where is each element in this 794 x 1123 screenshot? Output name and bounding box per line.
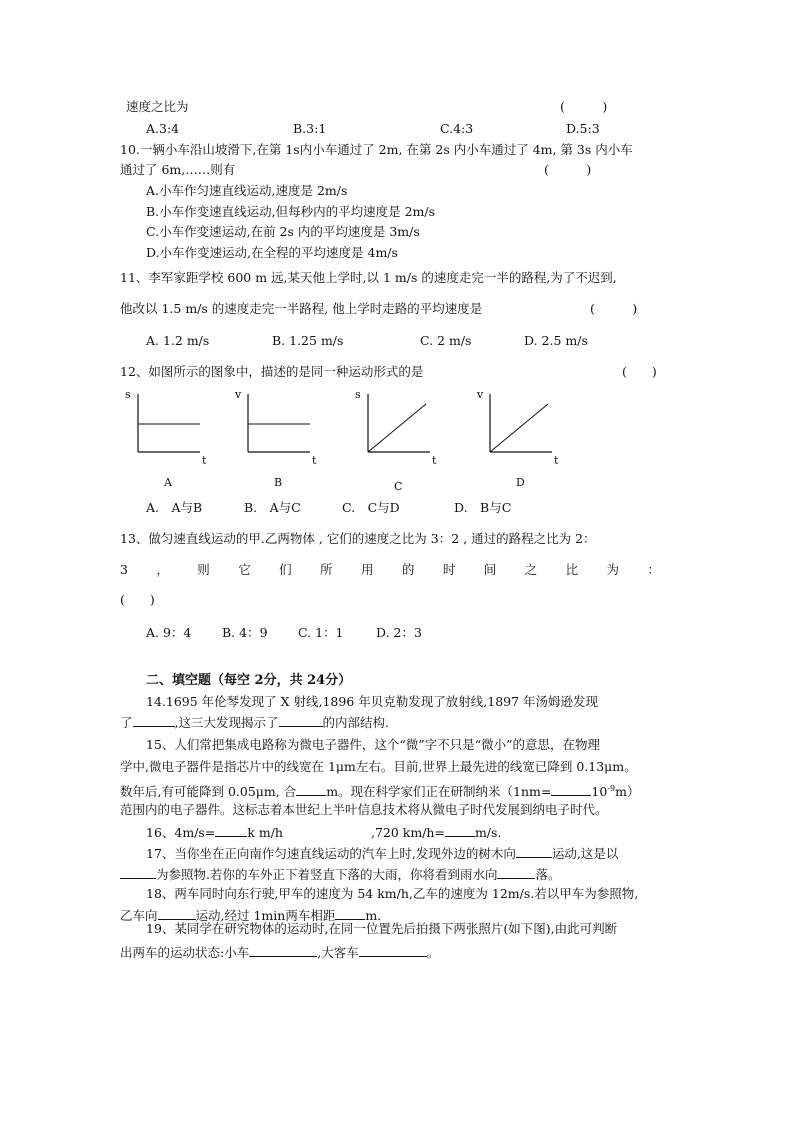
- q13-line2-char: 则: [197, 562, 210, 577]
- q13-line2-char: 它: [238, 562, 251, 577]
- q18-blank-1[interactable]: [158, 907, 196, 920]
- q9-option-a: A.3:4: [146, 121, 180, 136]
- q16-text-c: ,720 km/h=: [370, 825, 445, 840]
- graph-line-rising: [368, 404, 426, 452]
- q13-option-a: A. 9：4: [146, 625, 192, 640]
- q17-blank-3[interactable]: [497, 866, 535, 879]
- q13-line2-char: 们: [279, 562, 292, 577]
- q13-option-c: C. 1：1: [298, 625, 344, 640]
- q11-option-d: D. 2.5 m/s: [524, 333, 588, 348]
- q14-text-a: 了: [120, 715, 133, 730]
- q17-blank-1[interactable]: [516, 845, 552, 858]
- graph-c: [355, 388, 437, 493]
- q15-text-b: m。现在科学家们正在研制纳米（1nm=: [326, 784, 552, 800]
- q15-blank-1[interactable]: [296, 783, 326, 796]
- x-axis-label: t: [202, 454, 207, 467]
- q12-option-a: A. A与B: [146, 500, 203, 515]
- graph-d: [476, 388, 559, 489]
- q18-text-a: 乙车向: [120, 908, 158, 923]
- q17-text-b: 运动,这是以: [551, 846, 619, 861]
- q19-line1: 19、某同学在研究物体的运动时,在同一位置先后拍摄下两张照片(如下图),由此可判断: [146, 921, 618, 936]
- q14-text-b: ,这三大发现揭示了: [174, 715, 279, 730]
- q17-text-c: 为参照物.若你的车外正下着竖直下落的大雨，你将看到雨水向: [156, 867, 498, 882]
- q13-option-b: B. 4：9: [222, 625, 268, 640]
- q16-text-d: m/s.: [474, 825, 502, 840]
- q10-answer-paren: ( ): [544, 162, 592, 177]
- y-axis-label: s: [355, 388, 361, 401]
- q14-blank-2[interactable]: [279, 714, 323, 727]
- q15-line1: 15、人们常把集成电路称为微电子器件，这个“微”字不只是“微小”的意思，在物理: [146, 737, 600, 752]
- q15-exponent: -9: [607, 784, 616, 793]
- q12-stem: 12、如图所示的图象中，描述的是同一种运动形式的是: [120, 364, 424, 379]
- q16-text-b: k m/h: [247, 825, 283, 840]
- q15-line2: 学中,微电子器件是指芯片中的线宽在 1μm左右。目前,世界上最先进的线宽已降到 0.13μm。: [120, 759, 637, 774]
- q19-line2: [120, 944, 439, 961]
- q13-line2-char: ，: [156, 562, 169, 577]
- graph-caption: D: [516, 476, 525, 489]
- graph-a: [125, 388, 207, 489]
- q13-line2-char: 用: [360, 562, 374, 577]
- x-axis-label: t: [554, 454, 559, 467]
- y-axis-label: v: [477, 388, 484, 401]
- graph-b: [234, 388, 317, 489]
- q15-blank-2[interactable]: [551, 783, 591, 796]
- q11-option-c: C. 2 m/s: [420, 333, 472, 348]
- q16-line: [146, 824, 501, 841]
- q18-text-c: m.: [365, 908, 382, 923]
- q18-blank-2[interactable]: [335, 907, 365, 920]
- q13-answer-paren: ( ): [120, 592, 155, 607]
- q15-line4: 范围内的电子器件。这标志着本世纪上半叶信息技术将从微电子时代发展到纳电子时代。: [120, 802, 608, 817]
- q16-blank-2[interactable]: [445, 824, 475, 837]
- q10-stem-line1: 10.一辆小车沿山坡滑下,在第 1s内小车通过了 2m, 在第 2s 内小车通过了 4m, 第 3s 内小车: [120, 142, 633, 157]
- q9-option-d: D.5:3: [566, 121, 600, 136]
- y-axis-label: s: [125, 388, 131, 401]
- graph-line-rising: [490, 404, 548, 452]
- q19-blank-2[interactable]: [359, 944, 427, 957]
- q12-option-c: C. C与D: [342, 500, 400, 515]
- q11-answer-paren: ( ): [590, 301, 638, 316]
- q13-line2-char: 之: [524, 562, 538, 577]
- q14-blank-1[interactable]: [133, 714, 175, 727]
- q13-line2-char: 时: [442, 562, 456, 577]
- q13-line2-char: 3: [120, 562, 128, 577]
- q17-text-a: 17、当你坐在正向南作匀速直线运动的汽车上时,发现外边的树木向: [146, 846, 516, 861]
- q11-stem-line1: 11、李军家距学校 600 m 远,某天他上学时,以 1 m/s 的速度走完一半的路程,为了不迟到,: [120, 270, 617, 285]
- q9-answer-paren: ( ): [560, 99, 608, 114]
- q13-stem-line2: [120, 562, 660, 578]
- q12-answer-paren: ( ): [622, 364, 657, 379]
- graph-caption: C: [394, 480, 403, 493]
- q12-option-d: D. B与C: [454, 500, 512, 515]
- q11-stem-line2: 他改以 1.5 m/s 的速度走完一半路程, 他上学时走路的平均速度是: [120, 301, 483, 316]
- q13-line2-char: 比: [565, 562, 579, 577]
- q17-text-d: 落。: [535, 867, 561, 882]
- q14-line2: [120, 714, 389, 731]
- q17-line2: [120, 866, 561, 883]
- q18-text-b: 运动,经过 1min两车相距: [195, 908, 336, 923]
- q13-line2-char: 所: [320, 562, 333, 577]
- q14-line1: 14.1695 年伦琴发现了 X 射线,1896 年贝克勒发现了放射线,1897 年汤姆逊发现: [146, 694, 599, 709]
- q12-motion-graphs: [120, 384, 580, 494]
- q19-blank-1[interactable]: [249, 944, 317, 957]
- q13-line2-char: 的: [401, 562, 415, 577]
- x-axis-label: t: [432, 454, 437, 467]
- q15-line3: [120, 781, 639, 800]
- q10-option-c: C.小车作变速运动,在前 2s 内的平均速度是 3m/s: [146, 224, 420, 239]
- q17-blank-2[interactable]: [120, 866, 156, 879]
- graph-caption: B: [274, 476, 283, 489]
- q13-option-d: D. 2：3: [376, 625, 422, 640]
- q11-option-b: B. 1.25 m/s: [272, 333, 344, 348]
- q19-text-b: ,大客车: [317, 945, 359, 960]
- x-axis-label: t: [312, 454, 317, 467]
- q19-text-a: 出两车的运动状态:小车: [120, 945, 250, 960]
- q10-option-b: B.小车作变速直线运动,但每秒内的平均速度是 2m/s: [146, 204, 436, 219]
- q9-option-b: B.3:1: [293, 121, 327, 136]
- q19-text-c: 。: [426, 945, 440, 960]
- q13-stem-line1: 13、做匀速直线运动的甲.乙两物体 , 它们的速度之比为 3：2 , 通过的路程之比为 2：: [120, 531, 596, 546]
- q14-text-c: 的内部结构.: [322, 715, 389, 730]
- q11-option-a: A. 1.2 m/s: [146, 333, 210, 348]
- q13-line2-char: 间: [483, 562, 497, 577]
- graph-caption: A: [164, 476, 172, 489]
- q13-line2-char: ：: [647, 562, 660, 577]
- q9-option-c: C.4:3: [440, 121, 474, 136]
- q17-line1: [146, 845, 618, 862]
- q16-text-a: 16、4m/s=: [146, 825, 216, 840]
- q16-blank-1[interactable]: [215, 824, 247, 837]
- q15-text-c: 10: [591, 784, 608, 800]
- q10-option-d: D.小车作变速运动,在全程的平均速度是 4m/s: [146, 245, 398, 260]
- q12-option-b: B. A与C: [244, 500, 301, 515]
- q10-option-a: A.小车作匀速直线运动,速度是 2m/s: [146, 183, 348, 198]
- section-heading-fill-in: 二、填空题（每空 2分，共 24分）: [146, 673, 352, 688]
- q15-text-d: m）: [615, 784, 640, 800]
- y-axis-label: v: [235, 388, 242, 401]
- q18-line1: 18、两车同时向东行驶,甲车的速度为 54 km/h,乙车的速度为 12m/s.若以甲车为参照物,: [146, 886, 639, 901]
- q10-stem-line2: 通过了 6m,……则有: [120, 162, 236, 177]
- q9-stem: 速度之比为: [126, 99, 189, 114]
- q15-text-a: 数年后,有可能降到 0.05μm, 合: [120, 784, 297, 800]
- q13-line2-char: 为: [606, 562, 620, 577]
